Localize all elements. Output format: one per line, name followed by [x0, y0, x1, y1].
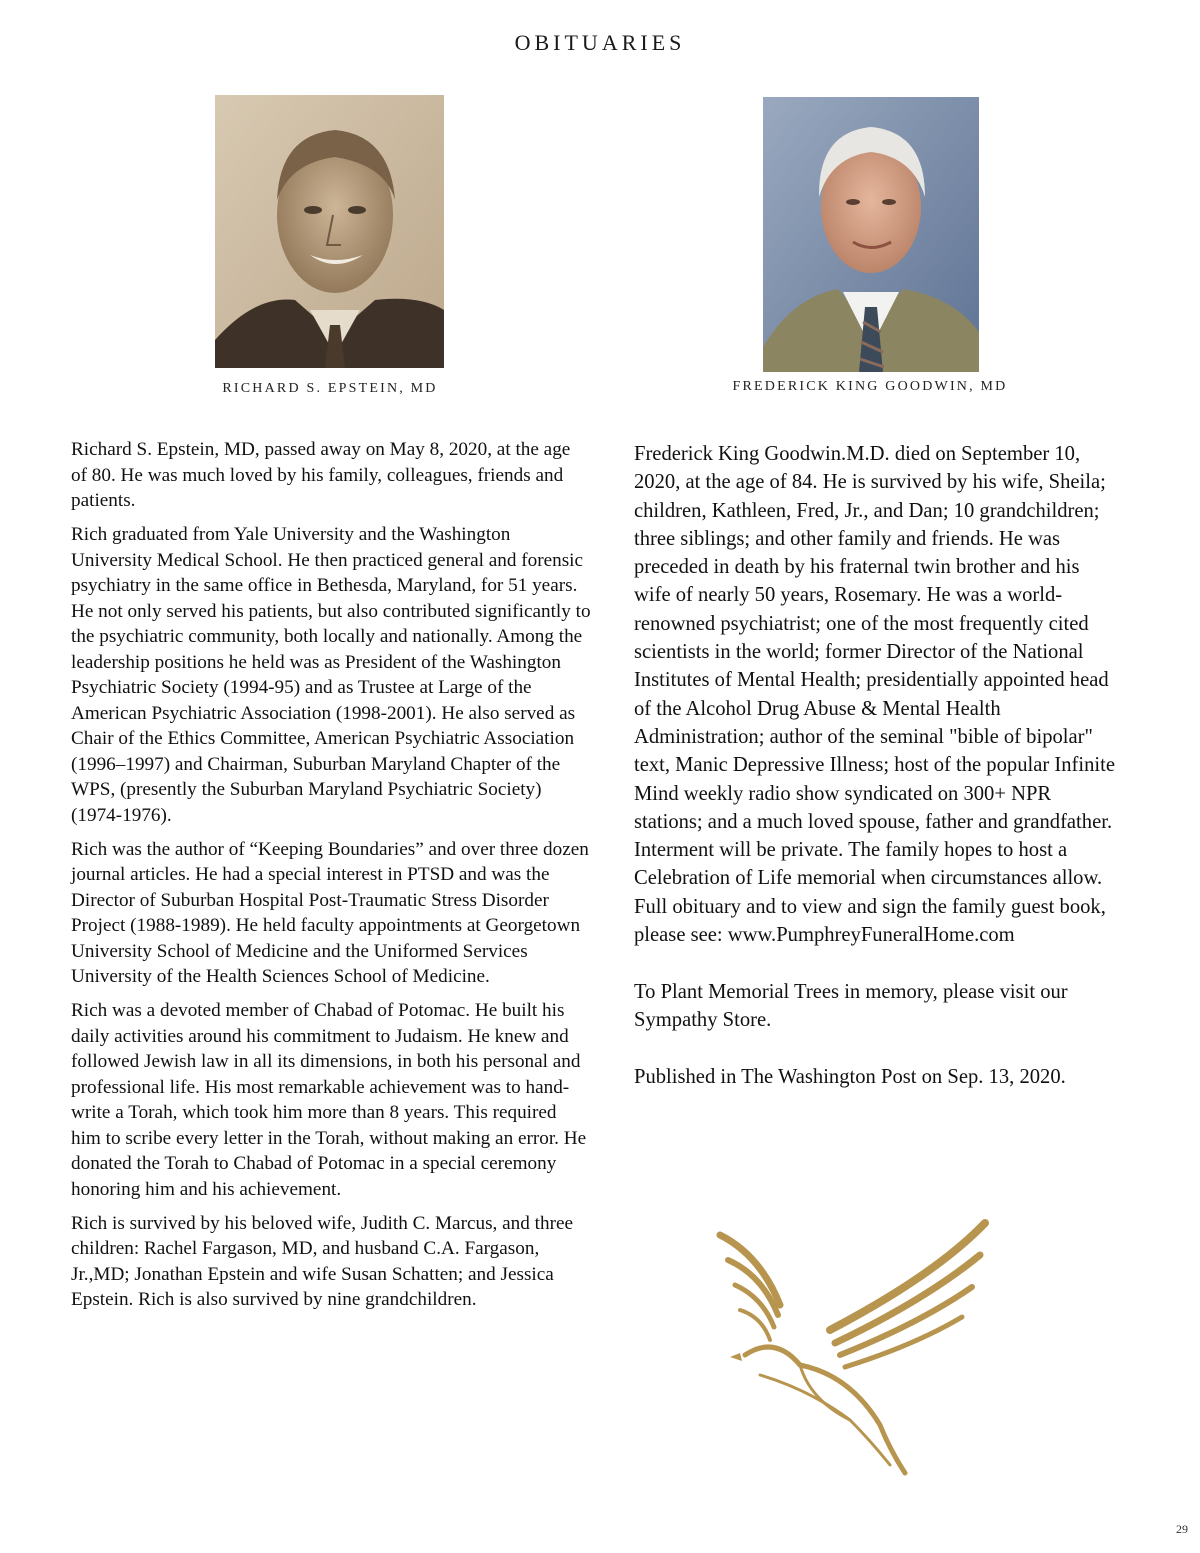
- dove-icon: [700, 1215, 1000, 1480]
- page-title: OBITUARIES: [514, 30, 686, 55]
- portrait-photo-goodwin: [763, 97, 979, 372]
- paragraph: Frederick King Goodwin.M.D. died on September 10, 2020, at the age of 84. He is survived by his wife, Sheila; children, Kathleen, Fred, Jr., and Dan; 10 grandchildren; three siblings; and other family and friends. He was preceded in death by his fraternal twin brother and his wife of nearly 50 years, Rosemary. He was a world-renowned psychiatrist; one of the most frequently cited scientists in the world; former Director of the National Institutes of Mental Health; presidentially appointed head of the Alcohol Drug Abuse & Mental Health Administration; author of the seminal "bible of bipolar" text, Manic Depressive Illness; host of the popular Infinite Mind weekly radio show syndicated on 300+ NPR stations; and a much loved spouse, father and grandfather. Interment will be private. The family hopes to host a Celebration of Life memorial when circumstances allow. Full obituary and to view and sign the family guest book, please see: www.PumphreyFuneralHome.com: [634, 443, 1115, 947]
- caption-goodwin: FREDERICK KING GOODWIN, MD: [732, 379, 1008, 394]
- paragraph: Richard S. Epstein, MD, passed away on May 8, 2020, at the age of 80. He was much loved by his family, colleagues, friends and patients.: [71, 439, 571, 511]
- obituary-goodwin-text: [634, 440, 1119, 1119]
- paragraph: To Plant Memorial Trees in memory, please visit our Sympathy Store.: [634, 980, 1068, 1031]
- paragraph: Rich was the author of “Keeping Boundaries” and over three dozen journal articles. He had a special interest in PTSD and was the Director of Suburban Hospital Post-Traumatic Stress Disorder Project (1988-1989). He held faculty appointments at Georgetown University School of Medicine and the Uniformed Services University of the Health Sciences School of Medicine.: [71, 838, 589, 987]
- page-number: 29: [1176, 1522, 1188, 1536]
- paragraph: Rich was a devoted member of Chabad of Potomac. He built his daily activities around his commitment to Judaism. He knew and followed Jewish law in all its dimensions, in both his personal and professional life. His most remarkable achievement was to hand-write a Torah, which took him more than 8 years. This required him to scribe every letter in the Torah, without making an error. He donated the Torah to Chabad of Potomac in a special ceremony honoring him and his achievement.: [71, 1000, 587, 1200]
- paragraph: Rich graduated from Yale University and the Washington University Medical School. He then practiced general and forensic psychiatry in the same office in Bethesda, Maryland, for 51 years. He not only served his patients, but also contributed significantly to the psychiatric community, both locally and nationally. Among the leadership positions he held was as President of the Washington Psychiatric Society (1994-95) and as Trustee at Large of the American Psychiatric Association (1998-2001). He also served as Chair of the Ethics Committee, American Psychiatric Association (1996–1997) and Chairman, Suburban Maryland Chapter of the WPS, (presently the Suburban Maryland Psychiatric Society) (1974-1976).: [71, 524, 591, 826]
- obituary-epstein-text: [71, 437, 591, 1321]
- paragraph: Rich is survived by his beloved wife, Judith C. Marcus, and three children: Rachel Fargason, MD, and husband C.A. Fargason, Jr.,MD; Jonathan Epstein and wife Susan Schatten; and Jessica Epstein. Rich is also survived by nine grandchildren.: [71, 1212, 573, 1310]
- paragraph: Published in The Washington Post on Sep. 13, 2020.: [634, 1065, 1066, 1088]
- caption-epstein: RICHARD S. EPSTEIN, MD: [222, 381, 438, 396]
- portrait-photo-epstein: [215, 95, 444, 368]
